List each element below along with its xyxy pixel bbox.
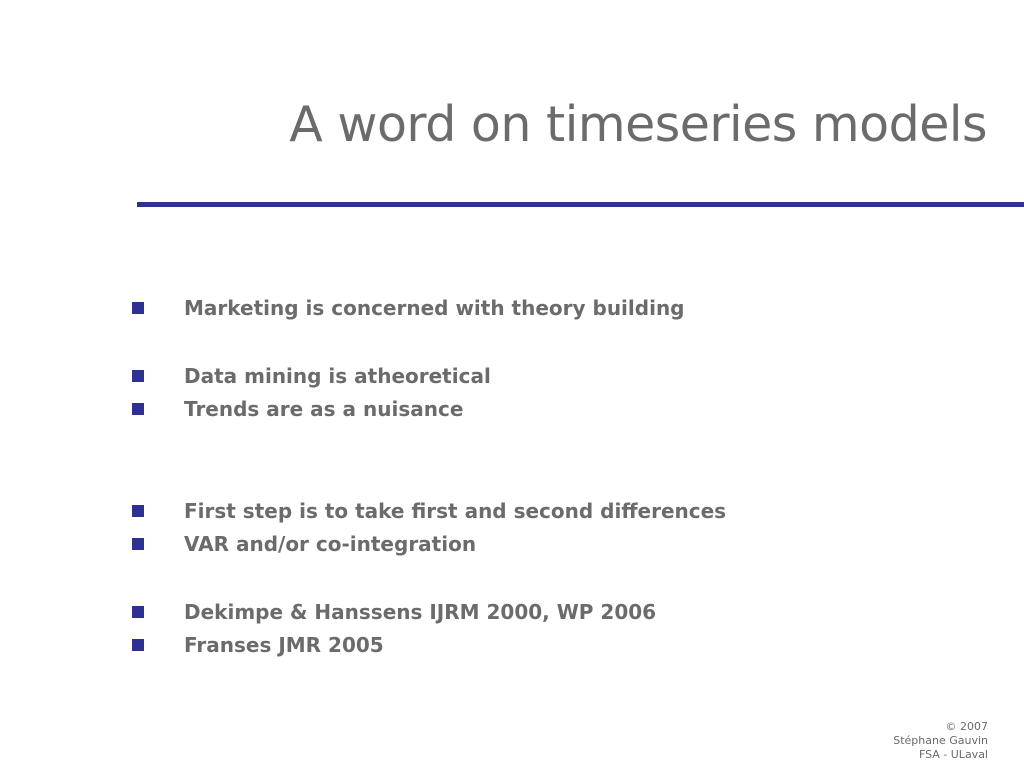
bullet-text: Marketing is concerned with theory building: [184, 296, 685, 320]
bullet-text: Data mining is atheoretical: [184, 364, 491, 388]
square-bullet-icon: [132, 403, 144, 415]
square-bullet-icon: [132, 538, 144, 550]
square-bullet-icon: [132, 639, 144, 651]
bullet-text: Franses JMR 2005: [184, 633, 384, 657]
bullet-item: [132, 392, 463, 426]
square-bullet-icon: [132, 505, 144, 517]
bullet-item: [132, 359, 491, 393]
bullet-item: [132, 291, 685, 325]
bullet-text: Dekimpe & Hanssens IJRM 2000, WP 2006: [184, 600, 657, 624]
square-bullet-icon: [132, 370, 144, 382]
square-bullet-icon: [132, 606, 144, 618]
bullet-text: VAR and/or co-integration: [184, 532, 477, 556]
bullet-text: First step is to take first and second differences: [184, 499, 727, 523]
footer-copyright: © 2007: [945, 720, 988, 733]
bullet-item: [132, 527, 476, 561]
bullet-text: Trends are as a nuisance: [184, 397, 464, 421]
bullet-item: [132, 628, 384, 662]
bullet-item: [132, 494, 726, 528]
square-bullet-icon: [132, 302, 144, 314]
slide-footer: [893, 720, 988, 762]
title-underline: [137, 202, 1024, 207]
bullet-item: [132, 595, 656, 629]
footer-author: Stéphane Gauvin: [893, 734, 988, 747]
footer-affiliation: FSA - ULaval: [918, 748, 988, 761]
slide-title: A word on timeseries models: [289, 96, 987, 153]
